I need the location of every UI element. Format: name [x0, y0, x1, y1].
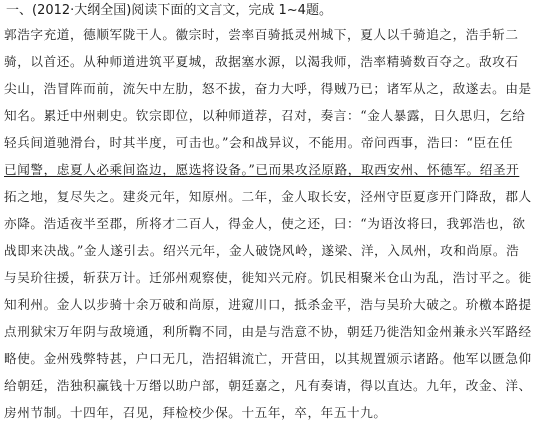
passage-line: 拓之地，复尽失之。建炎元年，知原州。二年，金人取长安，泾州守臣夏彦开门降敌，郡人 [4, 189, 532, 204]
passage-line: 点刑狱宋万年阴与敌境通，利所鞫不同，由是与浩意不协，朝廷乃徙浩知金州兼永兴军路经 [4, 324, 532, 339]
passage-line: 知名。累迁中州刺史。钦宗即位，以种师道荐，召对，奏言：“金人暴露，日久思归，乞给 [4, 108, 526, 123]
passage-line: 给朝廷，浩独积赢钱十万缗以助户部，朝廷嘉之，凡有奏请，得以直达。九年，改金、洋、 [4, 378, 532, 393]
question-instruction: 阅读下面的文言文，完成 1~4题。 [131, 3, 332, 18]
question-heading [6, 2, 332, 20]
document-page [4, 0, 552, 436]
passage-line: 战即来决战。”金人遂引去。绍兴元年，金人破饶风岭，遂梁、洋，入凤州，攻和尚原。浩 [4, 243, 520, 258]
question-source: 一、(2012·大纲全国) [6, 3, 132, 18]
passage-line: 房州节制。十四年，召见，拜检校少保。十五年，卒，年五十九。 [4, 405, 387, 420]
passage-line: 知利州。金人以步骑十余万破和尚原，进窥川口，抵杀金平，浩与吴玠大破之。玠檄本路提 [4, 297, 532, 312]
passage-line: 亦降。浩适夜半至郡，所将才二百人，得金人，使之还，曰：“为语汝将曰，我郭浩也，欲 [4, 216, 526, 231]
passage-line: 尖山，浩冒阵而前，流矢中左肋，怒不拔，奋力大呼，得贼乃已；诸军从之，敌遂去。由是 [4, 81, 532, 96]
passage-line-underlined: 已闻警，虑夏人必乘间盗边，愿选将设备。”已而果攻泾原路，取西安州、怀德军。绍圣开 [4, 162, 520, 177]
passage-line: 骑，以首还。从种师道进筑平夏城，敌据塞水源，以渴我师，浩率精骑数百夺之。敌攻石 [4, 54, 519, 69]
passage-line: 轻兵间道驰滑台，时其半度，可击也。”会和战异议，不能用。帝问西事，浩曰：“臣在任 [4, 135, 514, 150]
passage-line: 郭浩字充道，德顺军陇干人。徽宗时，尝率百骑抵灵州城下，夏人以千骑追之，浩手斩二 [4, 27, 519, 42]
passage-line: 与吴玠往援，斩获万计。迁邠州观察使，徙知兴元府。饥民相聚米仓山为乱，浩讨平之。徙 [4, 270, 532, 285]
passage-line: 略使。金州残弊特甚，户口无几，浩招辑流亡，开营田，以其规置颁示诸路。他军以匮急仰 [4, 351, 532, 366]
